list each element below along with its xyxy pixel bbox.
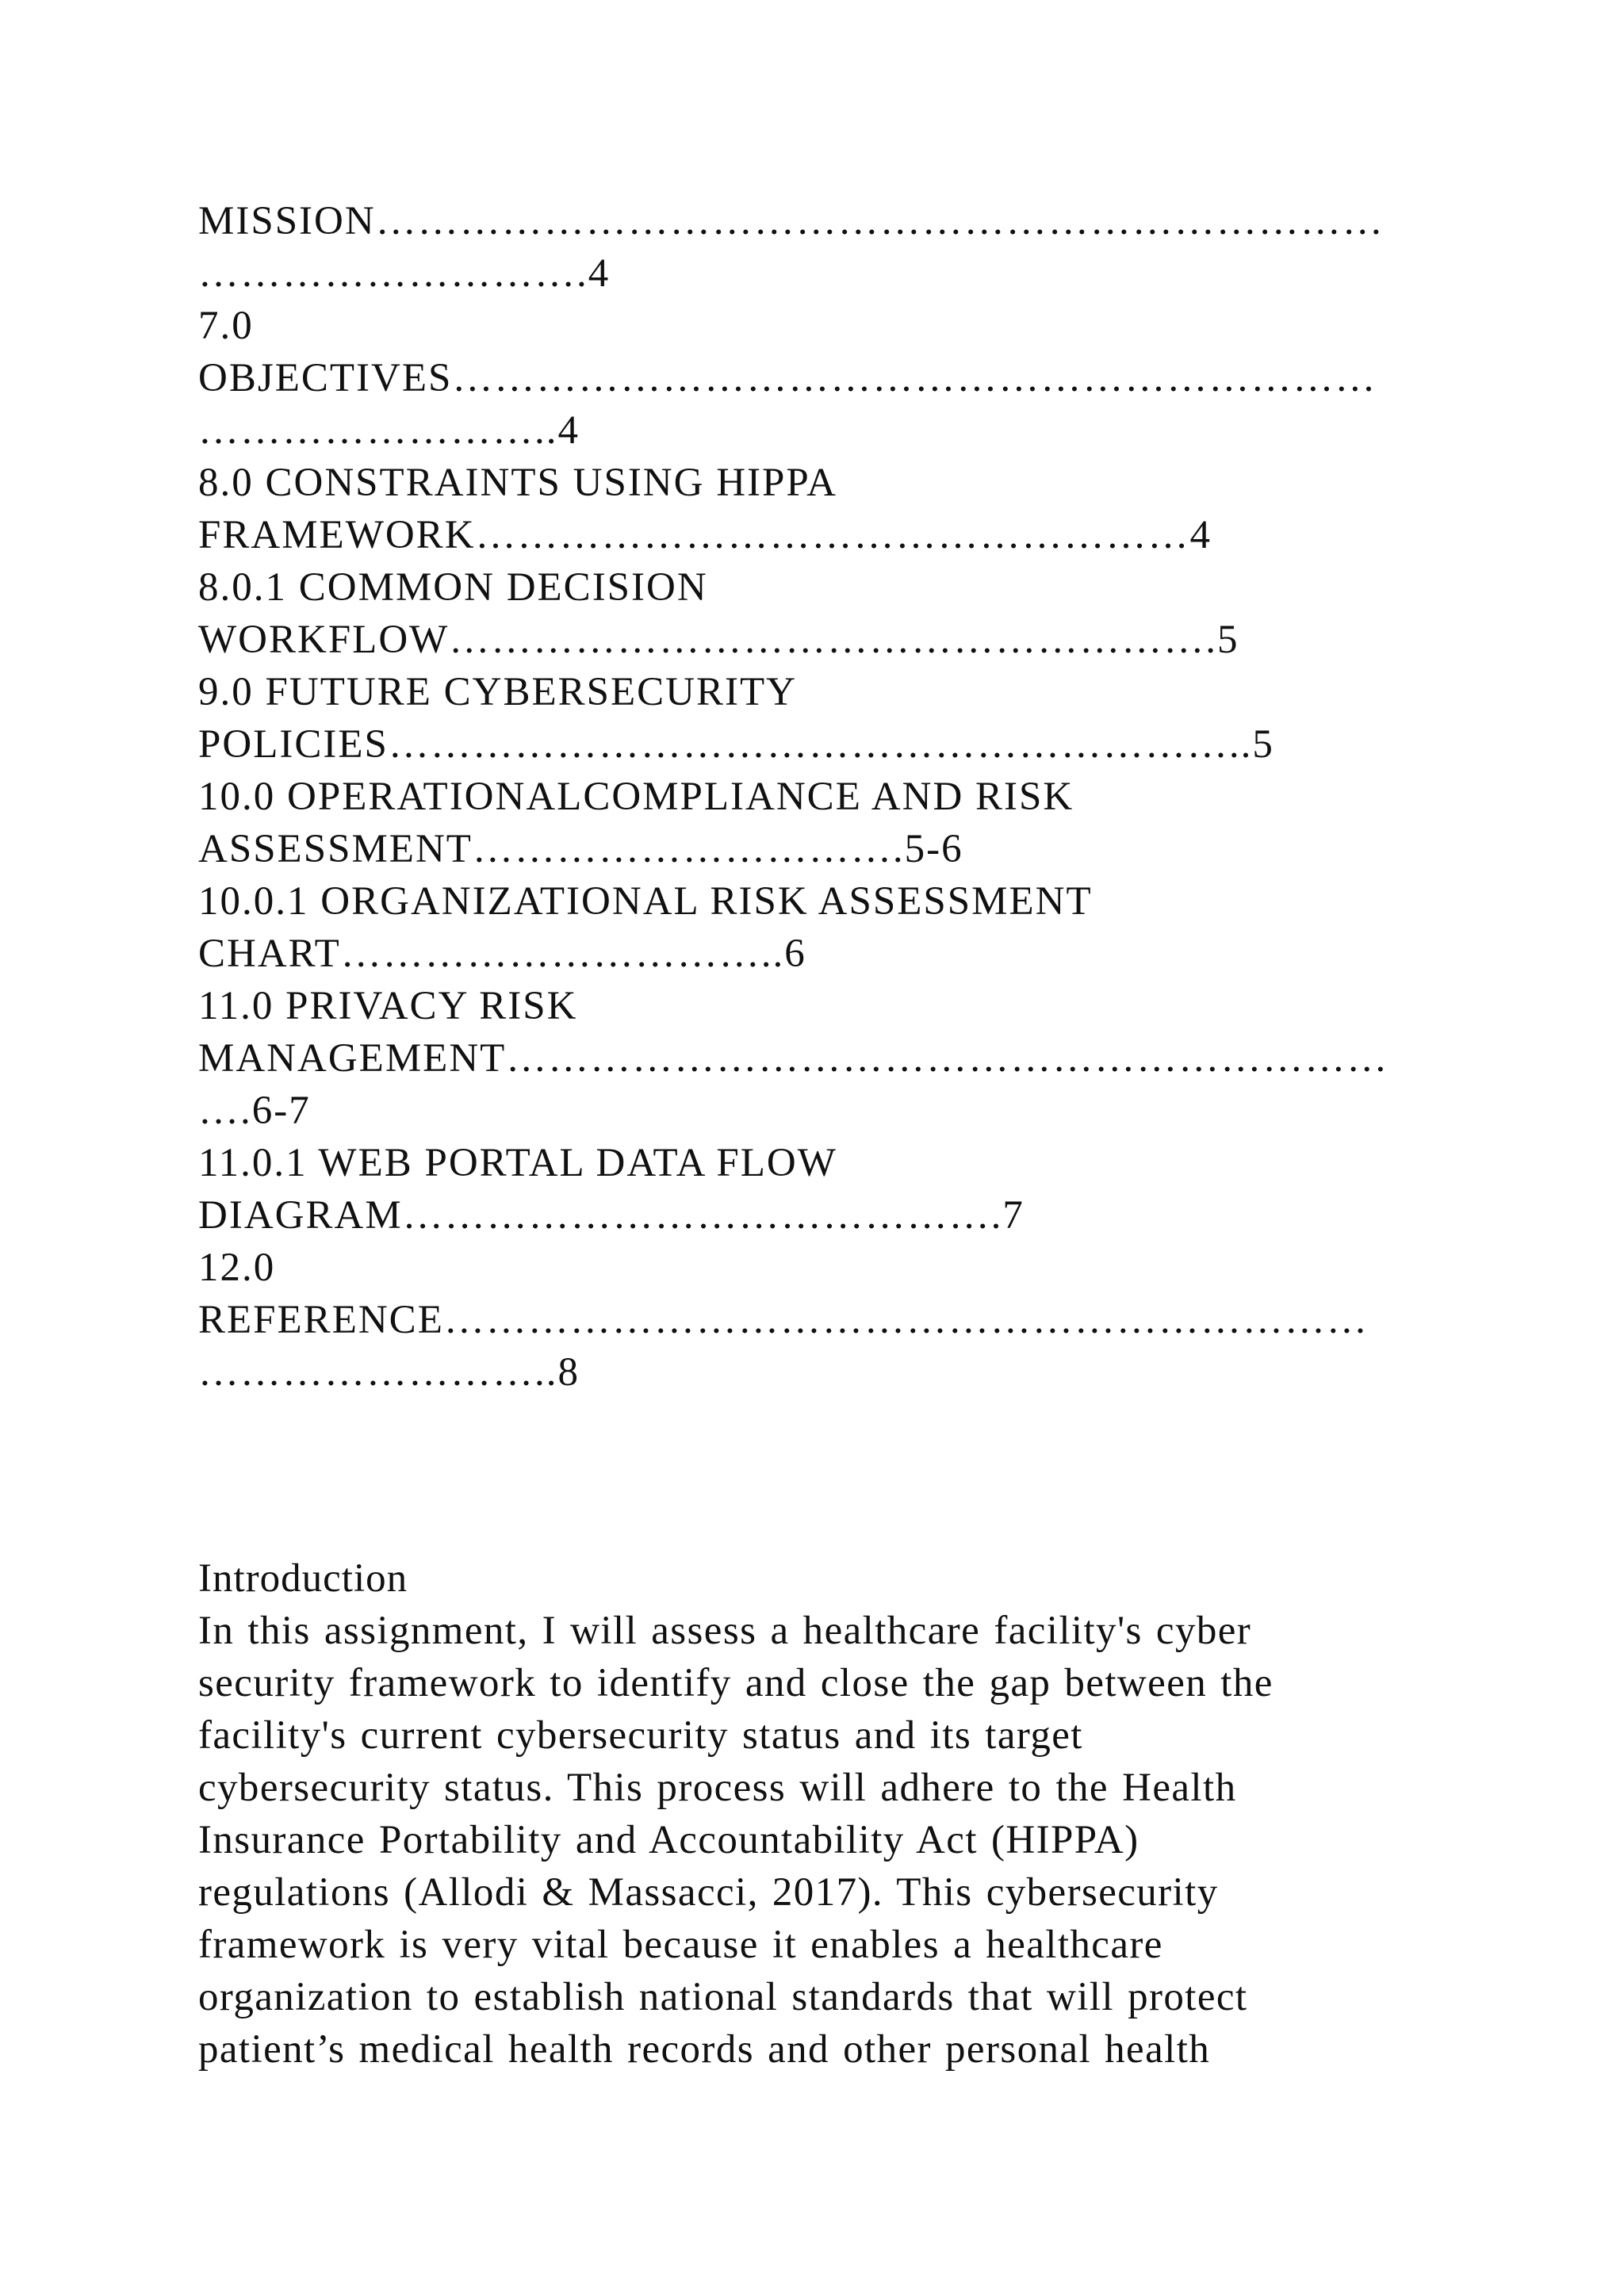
toc-line: MISSION………………………………………………………………: [198, 199, 1385, 243]
toc-line: 10.0 OPERATIONALCOMPLIANCE AND RISK: [198, 775, 1074, 819]
toc-line: DIAGRAM…………………………………….7: [198, 1193, 1025, 1238]
toc-line: 10.0.1 ORGANIZATIONAL RISK ASSESSMENT: [198, 879, 1093, 924]
section-heading: Introduction: [198, 1556, 408, 1601]
toc-line: OBJECTIVES…………………………………………………………: [198, 356, 1377, 400]
toc-line: ASSESSMENT………………………….5-6: [198, 827, 963, 871]
toc-line: WORKFLOW……………………………………………….5: [198, 618, 1239, 662]
toc-line: 12.0: [198, 1246, 276, 1290]
toc-line: 8.0 CONSTRAINTS USING HIPPA: [198, 461, 837, 505]
paragraph-line: In this assignment, I will assess a healthcare facility's cyber: [198, 1609, 1252, 1653]
toc-line: MANAGEMENT………………………………………………………: [198, 1036, 1389, 1081]
paragraph-line: patient’s medical health records and other personal health: [198, 2027, 1211, 2072]
paragraph-line: facility's current cybersecurity status and its target: [198, 1713, 1083, 1758]
paragraph-line: cybersecurity status. This process will adhere to the Health: [198, 1766, 1237, 1810]
toc-line: ……………………..8: [198, 1350, 580, 1395]
toc-line: 7.0: [198, 304, 254, 348]
toc-line: FRAMEWORK……………………………………………4: [198, 513, 1212, 557]
paragraph-line: regulations (Allodi & Massacci, 2017). This cybersecurity: [198, 1870, 1219, 1915]
paragraph-line: framework is very vital because it enables a healthcare: [198, 1923, 1163, 1967]
paragraph-line: organization to establish national standards that will protect: [198, 1975, 1248, 2019]
paragraph-line: Insurance Portability and Accountability Act (HIPPA): [198, 1818, 1139, 1862]
introduction-section: [198, 1552, 1546, 2076]
toc-line: ……………………..4: [198, 408, 580, 453]
paragraph-line: security framework to identify and close the gap between the: [198, 1661, 1274, 1705]
toc-line: CHART…………………………..6: [198, 932, 806, 976]
toc-line: REFERENCE…………………………………………………………: [198, 1298, 1369, 1342]
table-of-contents: [198, 195, 1546, 1399]
toc-line: 9.0 FUTURE CYBERSECURITY: [198, 670, 797, 714]
toc-line: ……………………….4: [198, 251, 611, 296]
toc-line: POLICIES……………………………………………………..5: [198, 722, 1274, 767]
toc-line: 11.0.1 WEB PORTAL DATA FLOW: [198, 1141, 837, 1185]
toc-line: 11.0 PRIVACY RISK: [198, 984, 578, 1028]
toc-line: ….6-7: [198, 1089, 311, 1133]
toc-line: 8.0.1 COMMON DECISION: [198, 565, 708, 610]
